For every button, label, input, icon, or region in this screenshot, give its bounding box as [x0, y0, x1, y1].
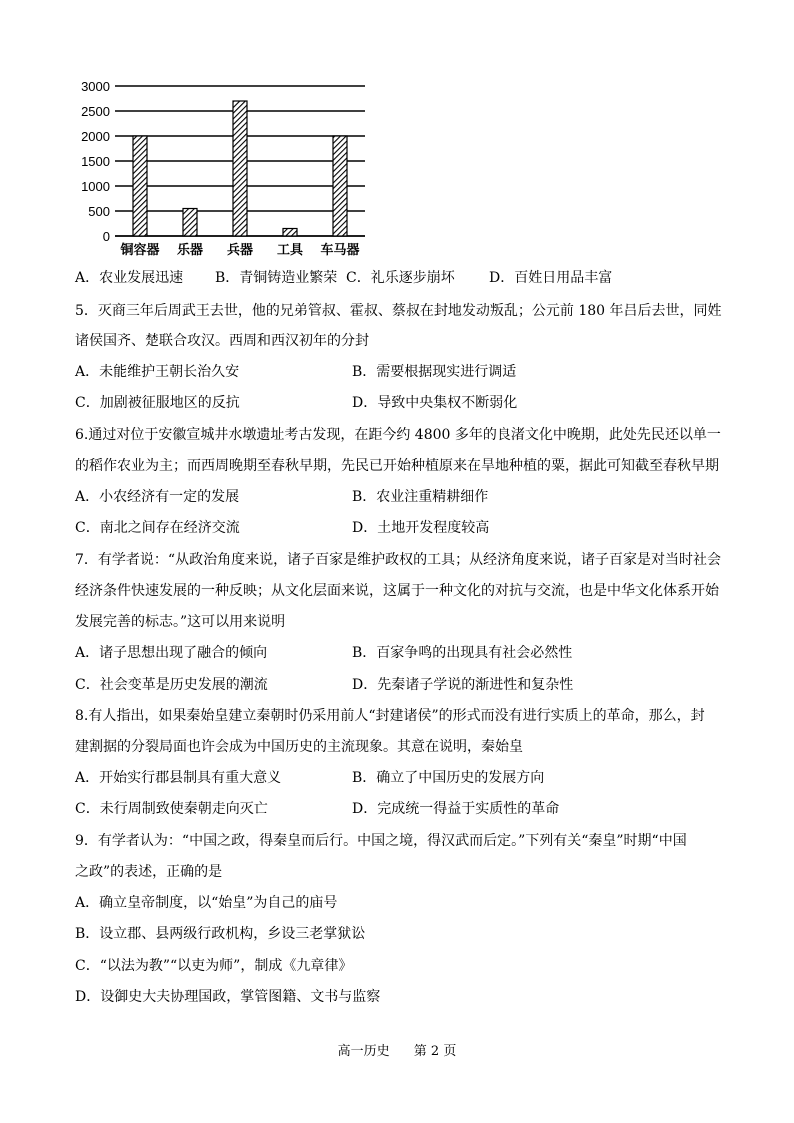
bar: [133, 136, 147, 236]
q5-option-c[interactable]: C．加剧被征服地区的反抗: [75, 395, 240, 411]
q8-stem-line2: 建割据的分裂局面也许会成为中国历史的主流现象。其意在说明，秦始皇: [75, 739, 523, 755]
q9-stem-line1: 9．有学者认为：“中国之政，得秦皇而后行。中国之境，得汉武而后定。”下列有关“秦皇”时期“中国: [75, 833, 687, 849]
q8-option-b[interactable]: B．确立了中国历史的发展方向: [352, 770, 545, 786]
q9-option-b[interactable]: B．设立郡、县两级行政机构，乡设三老掌狱讼: [75, 926, 366, 942]
q6-option-b[interactable]: B．农业注重精耕细作: [352, 489, 489, 505]
q4-option-c[interactable]: C．礼乐逐步崩坏: [346, 270, 455, 286]
bar: [333, 136, 347, 236]
footer-page-number: 第 2 页: [413, 1044, 457, 1059]
x-tick-label: 铜容器: [120, 243, 160, 258]
q4-option-d[interactable]: D．百姓日用品丰富: [489, 270, 613, 286]
q7-stem-line3: 发展完善的标志。”这可以用来说明: [75, 614, 286, 630]
q8-option-a[interactable]: A．开始实行郡县制具有重大意义: [75, 770, 282, 786]
bar-chart: [70, 72, 370, 262]
q9-option-a[interactable]: A．确立皇帝制度，以“始皇”为自己的庙号: [75, 895, 338, 911]
bar: [233, 101, 247, 236]
q7-stem-line2: 经济条件快速发展的一种反映；从文化层面来说，这属于一种文化的对抗与交流，也是中华文化体系开始: [75, 583, 719, 599]
q6-stem-line2: 的稻作农业为主；而西周晚期至春秋早期，先民已开始种植原来在旱地种植的粟，据此可知截至春秋早期: [75, 458, 719, 474]
bar: [183, 209, 197, 237]
y-tick-label: 1000: [81, 179, 110, 194]
q8-option-d[interactable]: D．完成统一得益于实质性的革命: [352, 801, 560, 817]
q6-option-d[interactable]: D．土地开发程度较高: [352, 520, 490, 536]
q8-stem-line1: 8.有人指出，如果秦始皇建立秦朝时仍采用前人“封建诸侯”的形式而没有进行实质上的革命，那么，封: [75, 708, 705, 724]
q6-option-a[interactable]: A．小农经济有一定的发展: [75, 489, 240, 505]
x-tick-label: 乐器: [176, 243, 204, 258]
q7-option-a[interactable]: A．诸子思想出现了融合的倾向: [75, 645, 268, 661]
y-tick-label: 1500: [81, 154, 110, 169]
q9-option-d[interactable]: D．设御史大夫协理国政，掌管图籍、文书与监察: [75, 989, 381, 1005]
bar: [283, 229, 297, 237]
q9-option-c[interactable]: C．“以法为教”“以吏为师”，制成《九章律》: [75, 958, 353, 974]
y-tick-label: 2500: [81, 104, 110, 119]
y-tick-label: 0: [102, 229, 110, 244]
x-tick-label: 工具: [276, 243, 304, 258]
q8-option-c[interactable]: C．未行周制致使秦朝走向灭亡: [75, 801, 268, 817]
q6-option-c[interactable]: C．南北之间存在经济交流: [75, 520, 240, 536]
q5-stem-line1: 5．灭商三年后周武王去世，他的兄弟管叔、霍叔、蔡叔在封地发动叛乱；公元前 180 年吕后去世，同姓: [75, 303, 722, 319]
q5-option-a[interactable]: A．未能维护王朝长治久安: [75, 364, 240, 380]
q7-option-c[interactable]: C．社会变革是历史发展的潮流: [75, 677, 268, 693]
q4-option-b[interactable]: B．青铜铸造业繁荣: [215, 270, 338, 286]
q4-option-a[interactable]: A．农业发展迅速: [75, 270, 184, 286]
q7-option-b[interactable]: B．百家争鸣的出现具有社会必然性: [352, 645, 573, 661]
q7-option-d[interactable]: D．先秦诸子学说的渐进性和复杂性: [352, 677, 574, 693]
x-tick-label: 兵器: [226, 243, 254, 258]
q7-stem-line1: 7．有学者说：“从政治角度来说，诸子百家是维护政权的工具；从经济角度来说，诸子百家是对当时社会: [75, 552, 722, 568]
q5-option-d[interactable]: D．导致中央集权不断弱化: [352, 395, 518, 411]
footer-course: 高一历史: [337, 1044, 390, 1059]
x-tick-label: 车马器: [320, 243, 360, 258]
y-tick-label: 3000: [81, 79, 110, 94]
q6-stem-line1: 6.通过对位于安徽宣城井水墩遗址考古发现，在距今约 4800 多年的良渚文化中晚期，此处先民还以单一: [75, 427, 721, 443]
y-tick-label: 2000: [81, 129, 110, 144]
q5-stem-line2: 诸侯国齐、楚联合攻汉。西周和西汉初年的分封: [75, 333, 369, 349]
q9-stem-line2: 之政”的表述，正确的是: [75, 864, 223, 880]
y-tick-label: 500: [88, 204, 110, 219]
page-footer: [0, 1040, 794, 1059]
q5-option-b[interactable]: B．需要根据现实进行调适: [352, 364, 517, 380]
